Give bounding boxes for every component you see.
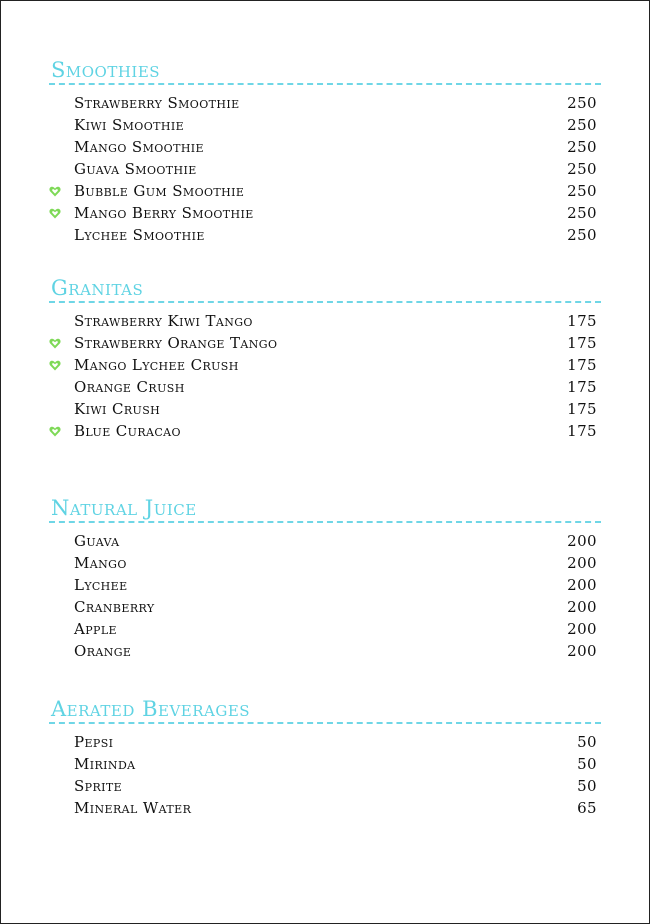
heart-icon [49,208,61,219]
item-list [49,92,601,246]
item-list [49,731,601,819]
section-title: Natural Juice [49,495,601,523]
item-name: Lychee [74,576,128,594]
item-price: 175 [567,400,597,418]
menu-item [49,552,601,574]
item-price: 200 [567,576,597,594]
menu-item [49,202,601,224]
item-name: Mango Smoothie [74,138,204,156]
menu-item [49,775,601,797]
menu-item [49,753,601,775]
menu-item [49,354,601,376]
menu-item [49,332,601,354]
item-name: Guava [74,532,120,550]
item-list [49,310,601,442]
section-title: Granitas [49,275,601,303]
item-name: Guava Smoothie [74,160,197,178]
item-name: Strawberry Kiwi Tango [74,312,253,330]
item-name: Kiwi Crush [74,400,161,418]
item-price: 50 [577,777,597,795]
item-name: Mango [74,554,127,572]
item-price: 250 [567,116,597,134]
item-price: 200 [567,598,597,616]
item-name: Orange Crush [74,378,185,396]
item-price: 200 [567,554,597,572]
section-title: Aerated Beverages [49,696,601,724]
section-smoothies [49,57,601,246]
section-granitas [49,275,601,442]
menu-item [49,574,601,596]
item-price: 250 [567,182,597,200]
item-name: Cranberry [74,598,155,616]
item-name: Mango Berry Smoothie [74,204,254,222]
item-price: 175 [567,356,597,374]
item-name: Mineral Water [74,799,192,817]
item-name: Kiwi Smoothie [74,116,185,134]
item-price: 50 [577,755,597,773]
menu-item [49,92,601,114]
menu-item [49,420,601,442]
section-aerated-beverages [49,696,601,819]
item-name: Blue Curacao [74,422,181,440]
section-title: Smoothies [49,57,601,85]
menu-item [49,136,601,158]
heart-icon [49,426,61,437]
menu-item [49,180,601,202]
item-name: Sprite [74,777,123,795]
item-price: 65 [577,799,597,817]
item-name: Mango Lychee Crush [74,356,239,374]
menu-item [49,224,601,246]
menu-item [49,797,601,819]
section-natural-juice [49,495,601,662]
item-name: Pepsi [74,733,114,751]
item-price: 250 [567,94,597,112]
item-price: 250 [567,226,597,244]
menu-item [49,310,601,332]
item-price: 250 [567,204,597,222]
item-name: Lychee Smoothie [74,226,205,244]
item-name: Strawberry Orange Tango [74,334,278,352]
item-name: Bubble Gum Smoothie [74,182,245,200]
item-price: 175 [567,422,597,440]
item-price: 250 [567,160,597,178]
item-name: Strawberry Smoothie [74,94,240,112]
menu-item [49,158,601,180]
menu-item [49,114,601,136]
menu-item [49,640,601,662]
item-price: 175 [567,334,597,352]
menu-item [49,618,601,640]
item-price: 250 [567,138,597,156]
item-name: Mirinda [74,755,136,773]
item-price: 175 [567,378,597,396]
item-name: Orange [74,642,132,660]
menu-item [49,530,601,552]
item-price: 175 [567,312,597,330]
item-price: 200 [567,642,597,660]
heart-icon [49,186,61,197]
menu-item [49,398,601,420]
item-price: 50 [577,733,597,751]
item-price: 200 [567,532,597,550]
item-name: Apple [74,620,117,638]
heart-icon [49,360,61,371]
heart-icon [49,338,61,349]
menu-item [49,731,601,753]
menu-item [49,376,601,398]
item-price: 200 [567,620,597,638]
item-list [49,530,601,662]
menu-item [49,596,601,618]
